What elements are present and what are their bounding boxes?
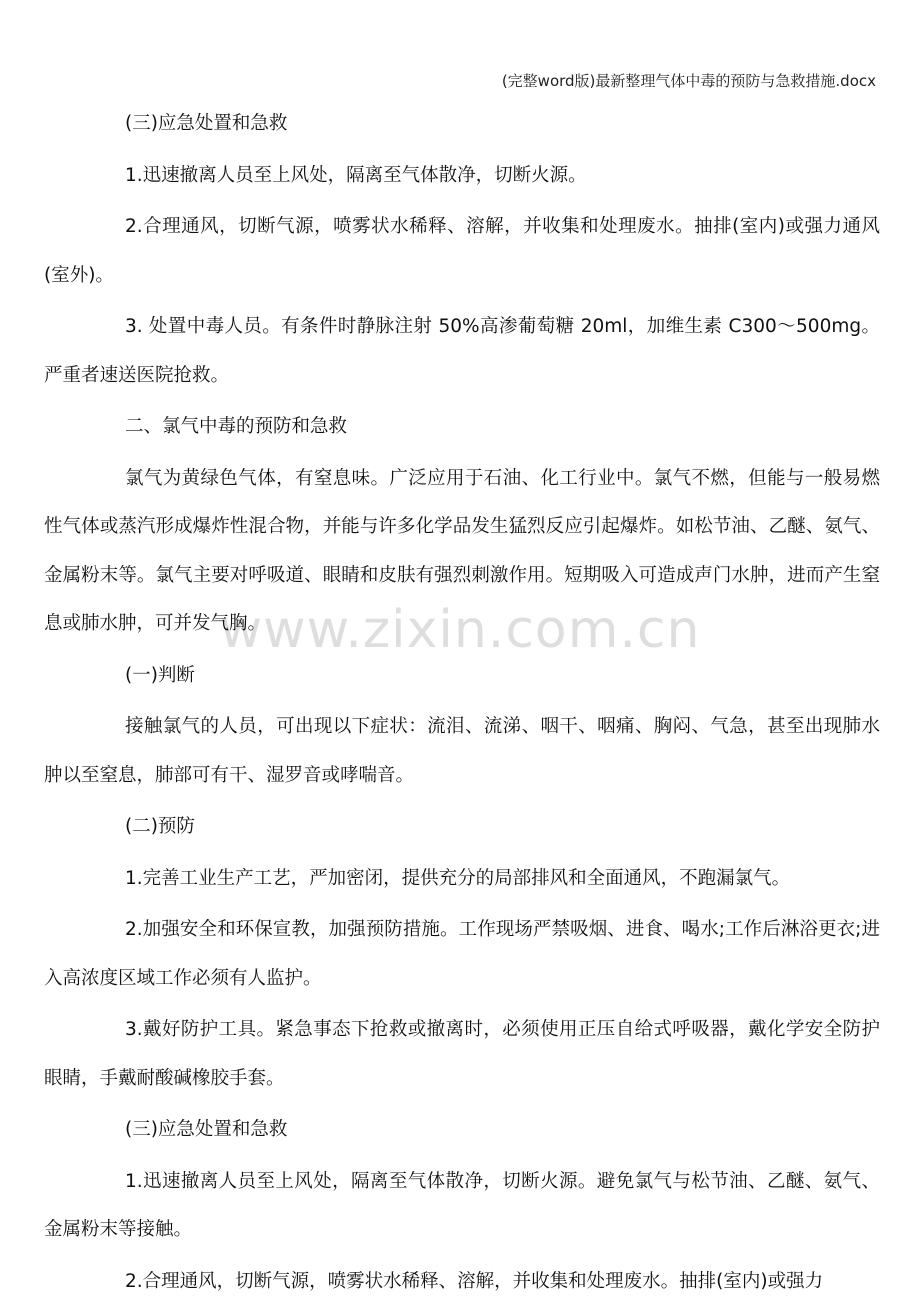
section-heading-emergency-1: (三)应急处置和急救 [125,113,288,134]
paragraph-evacuate-2: 1.迅速撤离人员至上风处，隔离至气体散净，切断火源。避免氯气与松节油、乙醚、氨气、金属粉末等接触。 [44,1170,880,1240]
document-header-filename: (完整word版)最新整理气体中毒的预防与急救措施.docx [501,72,876,90]
section-heading-prevention: (二)预防 [125,816,195,837]
watermark: www.zixin.com.cn [219,600,701,660]
section-heading-emergency-2: (三)应急处置和急救 [125,1119,288,1140]
paragraph-ventilate-1: 2.合理通风，切断气源，喷雾状水稀释、溶解，并收集和处理废水。抽排(室内)或强力通风(室外)。 [44,216,880,286]
paragraph-evacuate-1: 1.迅速撤离人员至上风处，隔离至气体散净，切断火源。 [125,164,587,186]
paragraph-prevention-3: 3.戴好防护工具。紧急事态下抢救或撤离时，必须使用正压自给式呼吸器，戴化学安全防护眼睛，手戴耐酸碱橡胶手套。 [44,1019,880,1089]
section-heading-diagnosis: (一)判断 [125,664,195,686]
paragraph-symptoms: 接触氯气的人员，可出现以下症状：流泪、流涕、咽干、咽痛、胸闷、气急，甚至出现肺水肿以至窒息，肺部可有干、湿罗音或哮喘音。 [44,716,880,786]
paragraph-ventilate-2: 2.合理通风，切断气源，喷雾状水稀释、溶解，并收集和处理废水。抽排(室内)或强力 [125,1270,824,1292]
section-heading-chlorine: 二、氯气中毒的预防和急救 [125,416,348,437]
document-body [44,100,880,1309]
paragraph-chlorine-intro: 氯气为黄绿色气体，有窒息味。广泛应用于石油、化工行业中。氯气不燃，但能与一般易燃性气体或蒸汽形成爆炸性混合物，并能与许多化学品发生猛烈反应引起爆炸。如松节油、乙醚、氨气、金属粉末等。氯气主要对呼吸道、眼睛和皮肤有强烈刺激作用。短期吸入可造成声门水肿，进而产生窒息或肺水肿，可并发气胸。 [44,467,880,634]
paragraph-prevention-1: 1.完善工业生产工艺，严加密闭，提供充分的局部排风和全面通风，不跑漏氯气。 [125,867,791,889]
paragraph-treat-victims: 3. 处置中毒人员。有条件时静脉注射 50%高渗葡萄糖 20ml，加维生素 C300～500mg。严重者速送医院抢救。 [44,316,880,386]
paragraph-prevention-2: 2.加强安全和环保宣教，加强预防措施。工作现场严禁吸烟、进食、喝水;工作后淋浴更衣;进入高浓度区域工作必须有人监护。 [44,919,880,989]
